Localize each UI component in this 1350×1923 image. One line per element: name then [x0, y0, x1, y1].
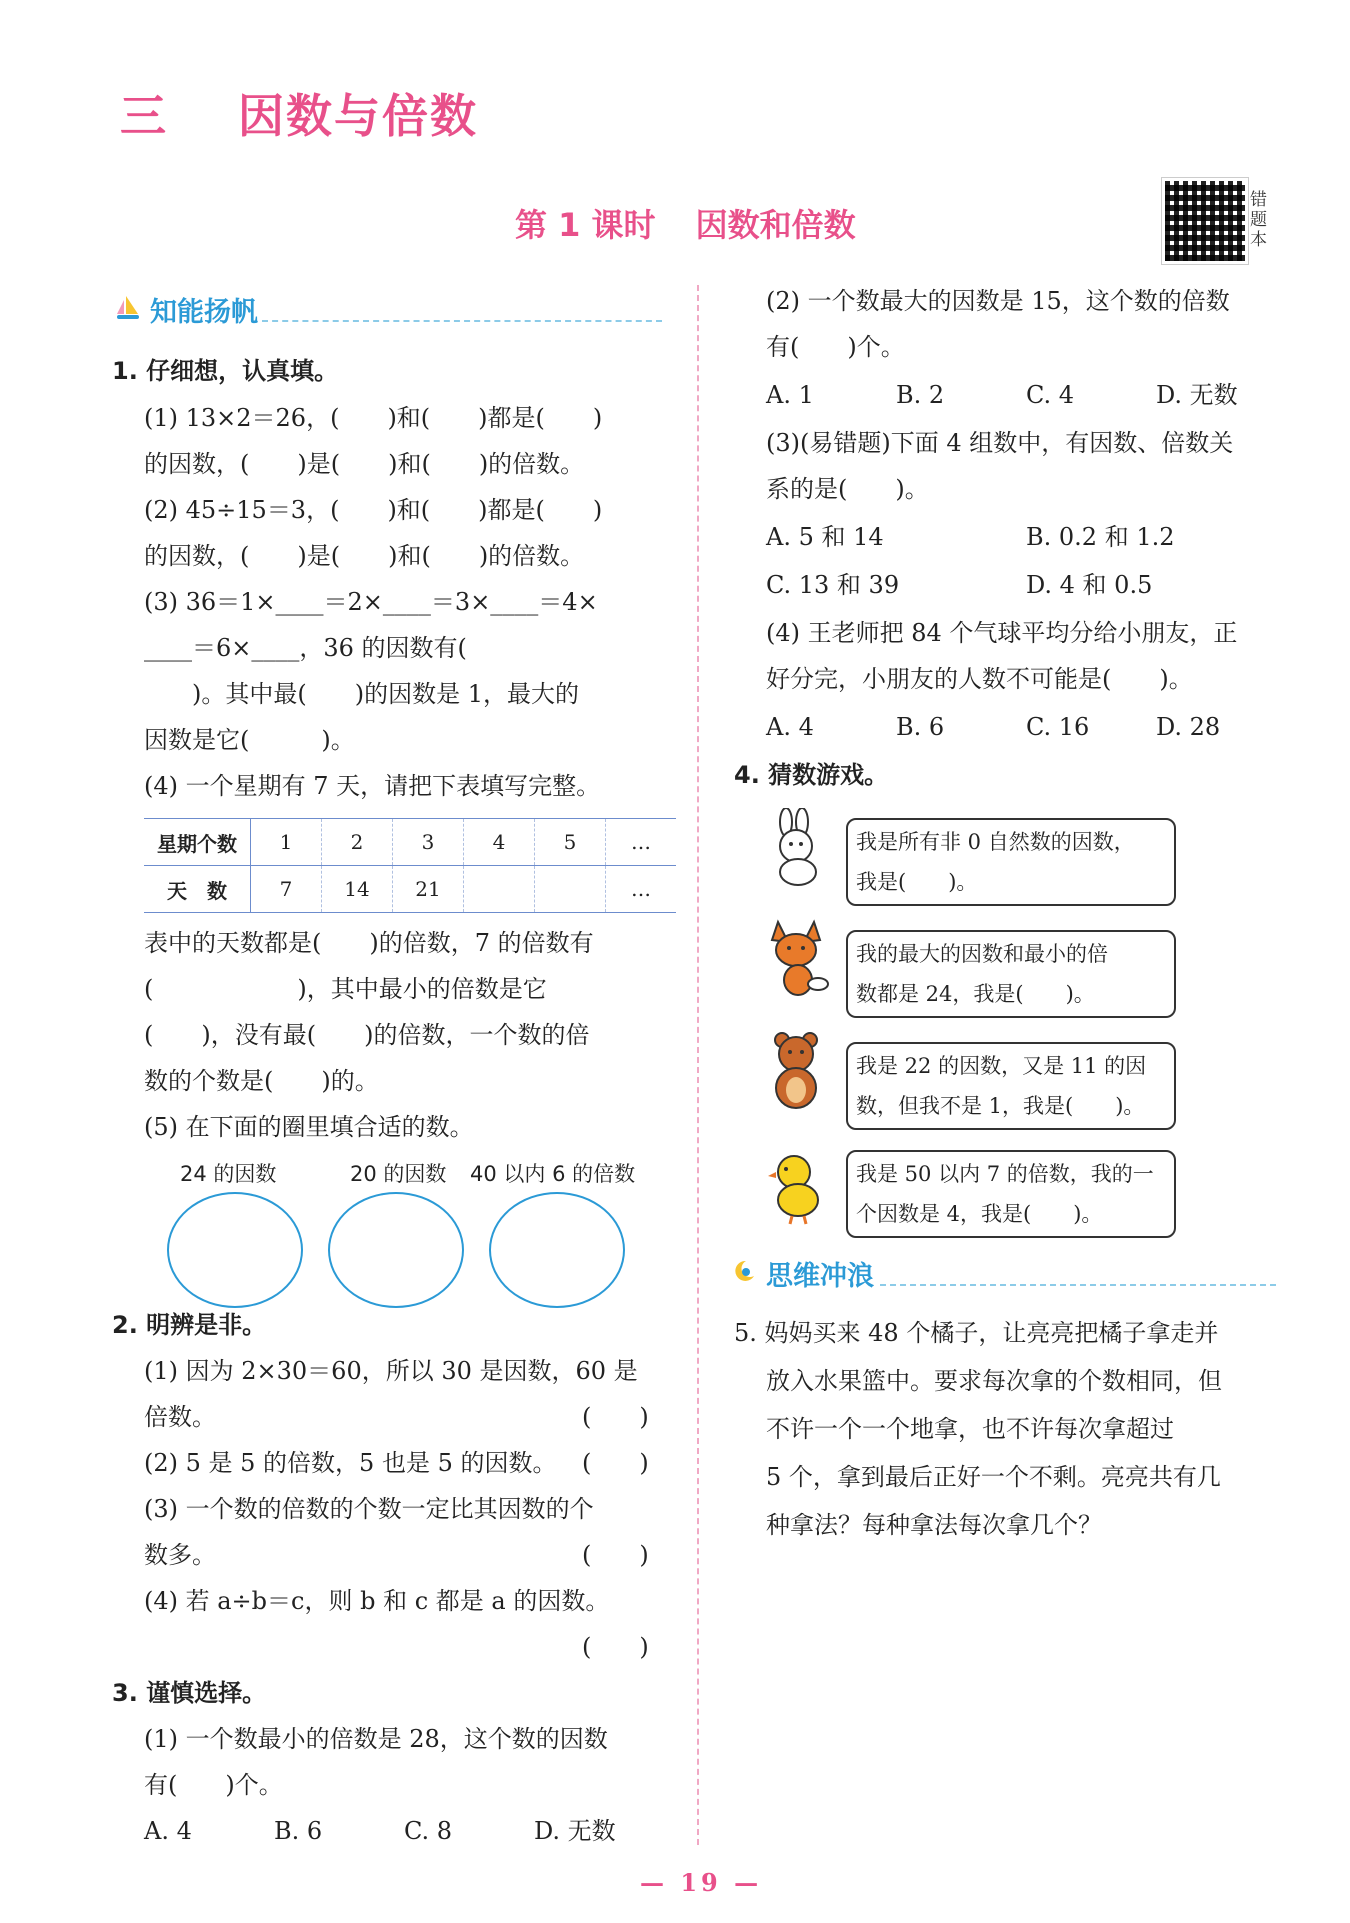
- bubble-line: 我的最大的因数和最小的倍: [856, 942, 1108, 966]
- q1-3-line3: )。其中最( )的因数是 1，最大的: [144, 680, 579, 708]
- speech-bubble-bear: [846, 1042, 1176, 1130]
- q1-3-line4: 因数是它( )。: [144, 726, 355, 754]
- q3-3-option-c[interactable]: C. 13 和 39: [766, 571, 900, 599]
- section-divider: [262, 320, 662, 322]
- q3-2-option-a[interactable]: A. 1: [766, 381, 814, 409]
- table-header-weeks: 星期个数: [144, 819, 251, 866]
- question-4-title: 4. 猜数游戏。: [734, 761, 889, 789]
- q5-line5: 种拿法？每种拿法每次拿几个？: [766, 1511, 1102, 1539]
- chick-icon: [764, 1146, 834, 1226]
- q5-line1: 5. 妈妈买来 48 个橘子，让亮亮把橘子拿走并: [734, 1319, 1219, 1347]
- q3-3-option-d[interactable]: D. 4 和 0.5: [1026, 571, 1153, 599]
- table-cell[interactable]: 21: [393, 866, 464, 913]
- q1-5-line: (5) 在下面的圈里填合适的数。: [144, 1113, 474, 1141]
- q3-1-line1: (1) 一个数最小的倍数是 28，这个数的因数: [144, 1725, 608, 1753]
- wave-icon: [732, 1258, 756, 1284]
- q2-3-line2: 数多。: [144, 1541, 216, 1569]
- chapter-number: 三: [120, 89, 168, 143]
- bubble-line[interactable]: 数，但我不是 1，我是( )。: [856, 1094, 1145, 1118]
- table-cell-blank[interactable]: [535, 866, 606, 913]
- q2-2-line: (2) 5 是 5 的倍数，5 也是 5 的因数。: [144, 1449, 557, 1477]
- table-cell-blank[interactable]: [464, 866, 535, 913]
- q5-line4: 5 个，拿到最后正好一个不剩。亮亮共有几: [766, 1463, 1221, 1491]
- table-cell: 7: [251, 866, 322, 913]
- lesson-index: 第 1 课时: [515, 206, 656, 244]
- q2-4-answer[interactable]: ( ): [582, 1633, 649, 1661]
- bubble-line: 我是 50 以内 7 的倍数，我的一: [856, 1162, 1154, 1186]
- question-2-title: 2. 明辨是非。: [112, 1311, 267, 1339]
- section-header-1: [112, 290, 664, 326]
- bear-icon: [764, 1030, 834, 1110]
- oval-label-3: 40 以内 6 的倍数: [470, 1162, 636, 1186]
- speech-bubble-chick: [846, 1150, 1176, 1238]
- chapter-title: 因数与倍数: [238, 89, 478, 143]
- q1-2-line1: (2) 45÷15＝3，( )和( )都是( ): [144, 496, 603, 524]
- oval-label-2: 20 的因数: [350, 1162, 447, 1186]
- chapter-heading: [120, 80, 478, 146]
- q3-4-line2: 好分完，小朋友的人数不可能是( )。: [766, 665, 1193, 693]
- table-row: [144, 819, 676, 866]
- bubble-line[interactable]: 数都是 24，我是( )。: [856, 982, 1095, 1006]
- q2-1-line1: (1) 因为 2×30＝60，所以 30 是因数，60 是: [144, 1357, 638, 1385]
- table-cell: 3: [393, 819, 464, 866]
- q3-3-option-b[interactable]: B. 0.2 和 1.2: [1026, 523, 1175, 551]
- lesson-heading: [515, 200, 856, 246]
- q2-1-answer[interactable]: ( ): [582, 1403, 649, 1431]
- q2-3-line1: (3) 一个数的倍数的个数一定比其因数的个: [144, 1495, 594, 1523]
- speech-bubble-fox: [846, 930, 1176, 1018]
- speech-bubble-rabbit: [846, 818, 1176, 906]
- answer-oval-3[interactable]: [489, 1192, 625, 1308]
- table-cell: 1: [251, 819, 322, 866]
- question-1-title: 1. 仔细想，认真填。: [112, 357, 339, 385]
- q3-3-line1: (3)(易错题)下面 4 组数中，有因数、倍数关: [766, 429, 1234, 457]
- oval-label-1: 24 的因数: [180, 1162, 277, 1186]
- bubble-line[interactable]: 我是( )。: [856, 870, 978, 894]
- q3-4-option-c[interactable]: C. 16: [1026, 713, 1090, 741]
- q3-1-option-c[interactable]: C. 8: [404, 1817, 453, 1845]
- qr-code[interactable]: [1162, 178, 1248, 264]
- qr-tag-label: 错题本: [1250, 190, 1267, 250]
- q3-1-option-b[interactable]: B. 6: [274, 1817, 323, 1845]
- q3-1-option-d[interactable]: D. 无数: [534, 1817, 616, 1845]
- q1-2-line2: 的因数，( )是( )和( )的倍数。: [144, 542, 585, 570]
- table-header-days: 天 数: [144, 866, 251, 913]
- days-table: [144, 818, 676, 913]
- bubble-line: 我是所有非 0 自然数的因数，: [856, 830, 1135, 854]
- bubble-line: 我是 22 的因数，又是 11 的因: [856, 1054, 1147, 1078]
- table-row: [144, 866, 676, 913]
- q3-4-line1: (4) 王老师把 84 个气球平均分给小朋友，正: [766, 619, 1238, 647]
- question-3-title: 3. 谨慎选择。: [112, 1679, 267, 1707]
- q3-2-line1: (2) 一个数最大的因数是 15，这个数的倍数: [766, 287, 1230, 315]
- q5-line3: 不许一个一个地拿，也不许每次拿超过: [766, 1415, 1174, 1443]
- q1-4-line-c: ( )，没有最( )的倍数，一个数的倍: [144, 1021, 590, 1049]
- q1-4-line-d: 数的个数是( )的。: [144, 1067, 379, 1095]
- fox-icon: [764, 918, 834, 998]
- q1-3-line1: (3) 36＝1×____＝2×____＝3×____＝4×: [144, 588, 598, 616]
- q3-1-option-a[interactable]: A. 4: [144, 1817, 192, 1845]
- table-cell: 5: [535, 819, 606, 866]
- bubble-line[interactable]: 个因数是 4，我是( )。: [856, 1202, 1103, 1226]
- q3-2-line2: 有( )个。: [766, 333, 905, 361]
- page-number: — 19 —: [640, 1868, 763, 1897]
- q2-1-line2: 倍数。: [144, 1403, 216, 1431]
- section-divider: [880, 1284, 1276, 1286]
- table-cell: 2: [322, 819, 393, 866]
- table-cell: 4: [464, 819, 535, 866]
- q2-4-line: (4) 若 a÷b＝c，则 b 和 c 都是 a 的因数。: [144, 1587, 610, 1615]
- q3-2-option-b[interactable]: B. 2: [896, 381, 945, 409]
- q2-2-answer[interactable]: ( ): [582, 1449, 649, 1477]
- lesson-title: 因数和倍数: [695, 206, 856, 244]
- answer-oval-2[interactable]: [328, 1192, 464, 1308]
- q1-1-line1: (1) 13×2＝26，( )和( )都是( ): [144, 404, 603, 432]
- answer-oval-1[interactable]: [167, 1192, 303, 1308]
- q1-3-line2: ____＝6×____，36 的因数有(: [144, 634, 467, 662]
- q3-1-line2: 有( )个。: [144, 1771, 283, 1799]
- sailboat-icon: [116, 294, 140, 320]
- column-divider: [697, 285, 699, 1845]
- table-cell: 14: [322, 866, 393, 913]
- q2-3-answer[interactable]: ( ): [582, 1541, 649, 1569]
- q1-4-line-b: ( )，其中最小的倍数是它: [144, 975, 547, 1003]
- section-title-2: 思维冲浪: [766, 1261, 874, 1292]
- table-cell: …: [606, 866, 677, 913]
- q1-4-line-a: 表中的天数都是( )的倍数，7 的倍数有: [144, 929, 594, 957]
- q5-line2: 放入水果篮中。要求每次拿的个数相同，但: [766, 1367, 1222, 1395]
- q3-2-option-c[interactable]: C. 4: [1026, 381, 1075, 409]
- rabbit-icon: [764, 808, 834, 888]
- q3-3-option-a[interactable]: A. 5 和 14: [766, 523, 884, 551]
- q3-4-option-b[interactable]: B. 6: [896, 713, 945, 741]
- table-cell: …: [606, 819, 677, 866]
- q1-1-line2: 的因数，( )是( )和( )的倍数。: [144, 450, 585, 478]
- q3-4-option-d[interactable]: D. 28: [1156, 713, 1221, 741]
- q1-4-line: (4) 一个星期有 7 天，请把下表填写完整。: [144, 772, 601, 800]
- section-title-1: 知能扬帆: [150, 297, 258, 328]
- q3-2-option-d[interactable]: D. 无数: [1156, 381, 1238, 409]
- q3-4-option-a[interactable]: A. 4: [766, 713, 814, 741]
- q3-3-line2: 系的是( )。: [766, 475, 929, 503]
- section-header-2: [730, 1254, 1282, 1290]
